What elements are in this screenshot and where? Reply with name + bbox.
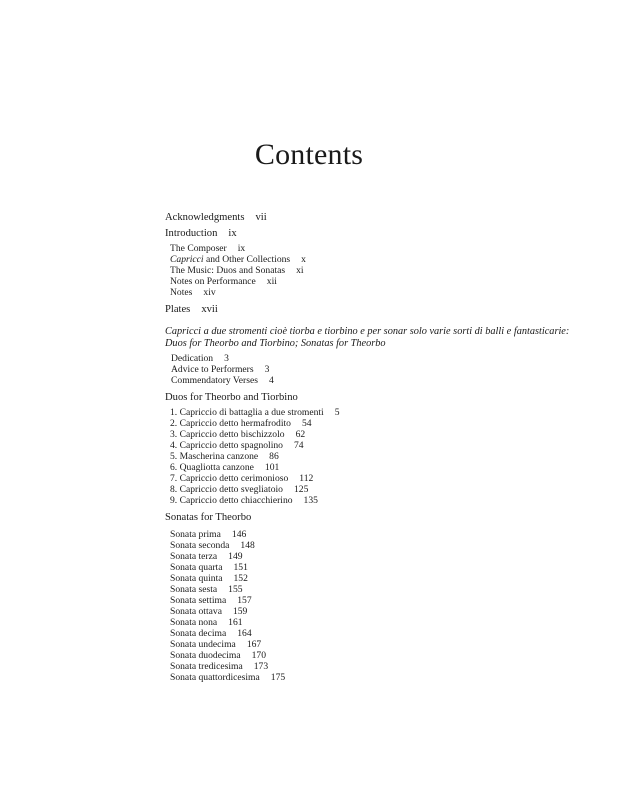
- toc-entry-label: Sonata sesta: [170, 584, 218, 595]
- toc-subentry[interactable]: [170, 495, 565, 506]
- introduction-subentries: [170, 243, 565, 298]
- toc-entry-page: ix: [237, 243, 246, 254]
- toc-entry-label: The Composer: [170, 243, 227, 254]
- capricci-title-line2: Duos for Theorbo and Tiorbino; Sonatas for Theorbo: [165, 337, 386, 349]
- toc-entry-page: 167: [246, 639, 262, 650]
- toc-entry-label: 2. Capriccio detto hermafrodito: [170, 418, 291, 429]
- toc-entry-label: 4. Capriccio detto spagnolino: [170, 440, 283, 451]
- toc-subentry[interactable]: [170, 661, 565, 672]
- toc-entry-label: Sonata quarta: [170, 562, 223, 573]
- toc-subentry[interactable]: [170, 573, 565, 584]
- toc-entry-page: xvii: [201, 304, 218, 315]
- label-rest: and Other Collections: [203, 254, 291, 265]
- toc-entry-label: 8. Capriccio detto svegliatoio: [170, 484, 283, 495]
- italic-title: Capricci: [170, 254, 204, 265]
- toc-entry-label: Sonata quattordicesima: [170, 672, 260, 683]
- toc-entry-page: 125: [293, 484, 309, 495]
- toc-subentry[interactable]: [170, 606, 565, 617]
- toc-entry-introduction[interactable]: [165, 228, 565, 240]
- toc-entry-page: xi: [296, 265, 304, 276]
- toc-entry-label: Sonata seconda: [170, 540, 230, 551]
- toc-entry-label: Sonata settima: [170, 595, 227, 606]
- toc-subentry[interactable]: [170, 451, 565, 462]
- toc-entry-label: [170, 254, 290, 265]
- toc-entry-page: x: [301, 254, 306, 265]
- toc-entry-plates[interactable]: [165, 304, 565, 316]
- toc-section-label: Duos for Theorbo and Tiorbino: [165, 392, 298, 403]
- toc-entry-label: Sonata quinta: [170, 573, 223, 584]
- toc-subentry[interactable]: [170, 254, 565, 265]
- toc-entry-label: Dedication: [171, 353, 214, 364]
- toc-subentry[interactable]: [171, 353, 565, 364]
- toc-subentry[interactable]: [170, 287, 565, 298]
- toc-subentry[interactable]: [170, 672, 565, 683]
- toc-entry-label: Sonata duodecima: [170, 650, 241, 661]
- toc-entry-label: Sonata prima: [170, 529, 221, 540]
- toc-subentry[interactable]: [170, 562, 565, 573]
- toc-subentry[interactable]: [171, 375, 565, 386]
- toc-subentry[interactable]: [170, 484, 565, 495]
- toc-entry-page: 164: [237, 628, 252, 639]
- toc-entry-page: 151: [233, 562, 248, 573]
- toc-entry-page: 155: [228, 584, 243, 595]
- toc-entry-label: Plates: [165, 304, 191, 315]
- toc-entry-page: 175: [270, 672, 286, 683]
- toc-subentry[interactable]: [170, 265, 565, 276]
- toc-entry-page: 3: [224, 353, 229, 364]
- toc-entry-page: 62: [295, 429, 306, 440]
- toc-entry-page: 148: [240, 540, 255, 551]
- toc-entry-page: 159: [232, 606, 248, 617]
- toc-entry-page: 4: [268, 375, 274, 386]
- capricci-title: [165, 326, 570, 349]
- front-matter-subentries: [171, 353, 565, 386]
- toc-entry-label: 3. Capriccio detto bischizzolo: [170, 429, 285, 440]
- toc-entry-label: Notes on Performance: [170, 276, 256, 287]
- toc-subentry[interactable]: [170, 440, 565, 451]
- toc-entry-label: The Music: Duos and Sonatas: [170, 265, 286, 276]
- toc-subentry[interactable]: [170, 276, 565, 287]
- toc-entry-page: vii: [255, 212, 267, 223]
- toc-entry-label: 5. Mascherina canzone: [170, 451, 259, 462]
- toc-section-label: Sonatas for Theorbo: [165, 512, 252, 523]
- toc-entry-page: 112: [299, 473, 314, 484]
- toc-entry-label: 7. Capriccio detto cerimonioso: [170, 473, 289, 484]
- toc-entry-page: 152: [233, 573, 248, 584]
- toc-entry-label: 9. Capriccio detto chiacchierino: [170, 495, 293, 506]
- toc-subentry[interactable]: [170, 407, 565, 418]
- toc-entry-page: 74: [293, 440, 304, 451]
- toc-entry-label: Commendatory Verses: [171, 375, 258, 386]
- toc-entry-label: 1. Capriccio di battaglia a due stromenti: [170, 407, 324, 418]
- toc-entry-page: 54: [301, 418, 312, 429]
- toc-entry-label: Sonata terza: [170, 551, 218, 562]
- toc-subentry[interactable]: [170, 462, 565, 473]
- toc-section-duos[interactable]: [165, 392, 565, 404]
- toc-entry-label: Introduction: [165, 228, 218, 239]
- toc-subentry[interactable]: [170, 628, 565, 639]
- page-title: Contents: [254, 138, 364, 171]
- toc-entry-page: xiv: [203, 287, 216, 298]
- toc-entry-page: 161: [228, 617, 243, 628]
- toc-subentry[interactable]: [170, 617, 565, 628]
- capricci-title-line1: Capricci a due stromenti cioè tiorba e tiorbino e per sonar solo varie sorti di balli e fantasticarie:: [165, 326, 570, 337]
- toc-subentry[interactable]: [170, 418, 565, 429]
- toc-entry-page: 3: [264, 364, 270, 375]
- toc-entry-label: Sonata undecima: [170, 639, 236, 650]
- toc-entry-label: Notes: [170, 287, 193, 298]
- toc-subentry[interactable]: [170, 243, 565, 254]
- toc-entry-page: 146: [231, 529, 247, 540]
- toc-entry-page: xii: [266, 276, 277, 287]
- toc-entry-page: 101: [264, 462, 280, 473]
- toc-entry-page: 86: [269, 451, 279, 462]
- toc-entry-page: 5: [334, 407, 340, 418]
- toc-entry-page: 157: [237, 595, 252, 606]
- toc-entry-label: Sonata ottava: [170, 606, 222, 617]
- toc-entry-label: Advice to Performers: [171, 364, 254, 375]
- toc-subentry[interactable]: [170, 551, 565, 562]
- toc-subentry[interactable]: [170, 540, 565, 551]
- toc-subentry[interactable]: [170, 529, 565, 540]
- sonatas-subentries: [170, 529, 565, 683]
- toc-subentry[interactable]: [170, 639, 565, 650]
- toc-entry-page: 149: [228, 551, 243, 562]
- duos-subentries: [170, 407, 565, 506]
- toc-entry-label: Acknowledgments: [165, 212, 245, 223]
- toc-entry-label: Sonata nona: [170, 617, 218, 628]
- toc-entry-label: Sonata tredicesima: [170, 661, 243, 672]
- toc-subentry[interactable]: [170, 650, 565, 661]
- toc-entry-acknowledgments[interactable]: [165, 212, 565, 224]
- toc-entry-label: Sonata decima: [170, 628, 227, 639]
- table-of-contents: [165, 212, 570, 683]
- toc-subentry[interactable]: [171, 364, 565, 375]
- toc-entry-label: 6. Quagliotta canzone: [170, 462, 254, 473]
- toc-entry-page: 173: [253, 661, 269, 672]
- toc-entry-page: 135: [303, 495, 318, 506]
- toc-entry-page: 170: [251, 650, 266, 661]
- toc-subentry[interactable]: [170, 473, 565, 484]
- toc-subentry[interactable]: [170, 429, 565, 440]
- toc-subentry[interactable]: [170, 584, 565, 595]
- toc-entry-page: ix: [228, 228, 237, 239]
- toc-section-sonatas[interactable]: [165, 512, 565, 524]
- toc-subentry[interactable]: [170, 595, 565, 606]
